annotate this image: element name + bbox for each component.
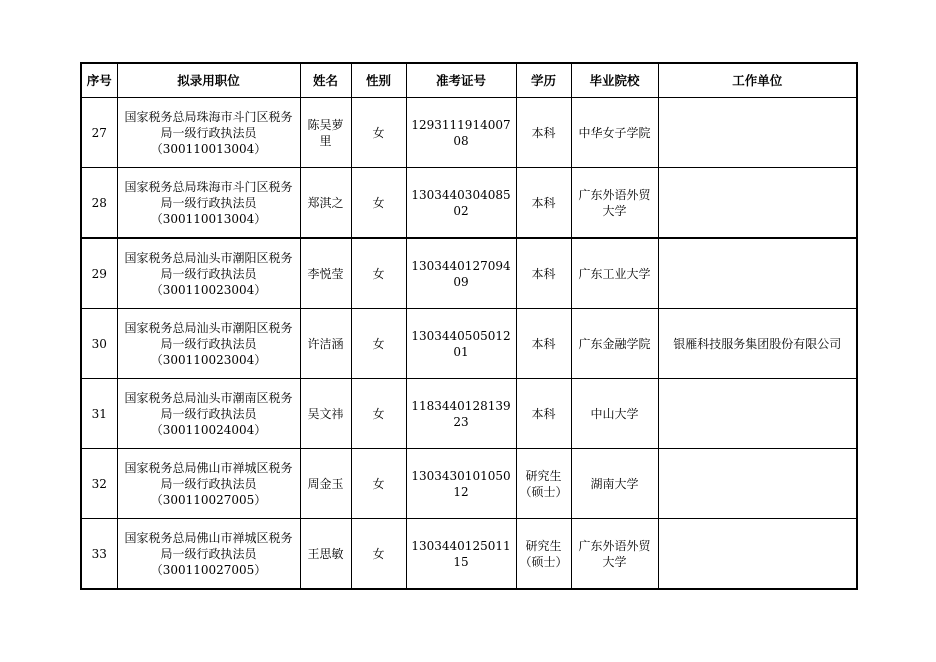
cell-seq: 28 bbox=[81, 168, 117, 239]
header-seq: 序号 bbox=[81, 63, 117, 98]
table-row bbox=[81, 98, 857, 168]
cell-education: 本科 bbox=[516, 98, 571, 168]
table-header-row bbox=[81, 63, 857, 98]
cell-position bbox=[117, 238, 300, 309]
cell-education: 本科 bbox=[516, 379, 571, 449]
table-row bbox=[81, 379, 857, 449]
cell-work-unit: 银雁科技服务集团股份有限公司 bbox=[658, 309, 857, 379]
cell-exam-id: 130344012709409 bbox=[406, 238, 516, 309]
cell-school: 广东外语外贸大学 bbox=[571, 168, 658, 239]
position-code: （300110013004） bbox=[150, 141, 267, 156]
position-line: 务局一级行政执法员 bbox=[160, 250, 293, 281]
table-row bbox=[81, 449, 857, 519]
position-line: 务局一级行政执法员 bbox=[160, 390, 293, 421]
cell-position bbox=[117, 449, 300, 519]
cell-name: 吴文祎 bbox=[300, 379, 351, 449]
cell-name: 郑淇之 bbox=[300, 168, 351, 239]
cell-gender: 女 bbox=[351, 168, 406, 239]
cell-work-unit bbox=[658, 519, 857, 590]
header-work-unit: 工作单位 bbox=[658, 63, 857, 98]
cell-school: 广东外语外贸大学 bbox=[571, 519, 658, 590]
table-row bbox=[81, 168, 857, 239]
cell-gender: 女 bbox=[351, 449, 406, 519]
cell-exam-id: 129311191400708 bbox=[406, 98, 516, 168]
cell-education: 本科 bbox=[516, 309, 571, 379]
cell-gender: 女 bbox=[351, 519, 406, 590]
header-school: 毕业院校 bbox=[571, 63, 658, 98]
cell-exam-id: 130344050501201 bbox=[406, 309, 516, 379]
cell-exam-id: 118344012813923 bbox=[406, 379, 516, 449]
cell-position bbox=[117, 379, 300, 449]
cell-gender: 女 bbox=[351, 238, 406, 309]
cell-position bbox=[117, 98, 300, 168]
position-line: 国家税务总局汕头市潮阳区税 bbox=[124, 320, 281, 335]
recruitment-table bbox=[80, 62, 858, 590]
position-line: 国家税务总局佛山市禅城区税 bbox=[124, 460, 281, 475]
cell-work-unit bbox=[658, 379, 857, 449]
cell-work-unit bbox=[658, 238, 857, 309]
position-line: 国家税务总局珠海市斗门区税 bbox=[124, 179, 281, 194]
cell-exam-id: 130343010105012 bbox=[406, 449, 516, 519]
table-row bbox=[81, 238, 857, 309]
cell-name: 李悦莹 bbox=[300, 238, 351, 309]
cell-work-unit bbox=[658, 168, 857, 239]
position-code: （300110027005） bbox=[150, 492, 267, 507]
cell-seq: 27 bbox=[81, 98, 117, 168]
cell-name: 陈吴萝里 bbox=[300, 98, 351, 168]
cell-education: 研究生（硕士） bbox=[516, 449, 571, 519]
cell-exam-id: 130344012501115 bbox=[406, 519, 516, 590]
position-line: 务局一级行政执法员 bbox=[160, 460, 293, 491]
position-line: 国家税务总局汕头市潮阳区税 bbox=[124, 250, 281, 265]
position-line: 务局一级行政执法员 bbox=[160, 109, 293, 140]
cell-school: 广东工业大学 bbox=[571, 238, 658, 309]
cell-school: 中华女子学院 bbox=[571, 98, 658, 168]
position-line: 国家税务总局汕头市潮南区税 bbox=[124, 390, 281, 405]
header-exam-id: 准考证号 bbox=[406, 63, 516, 98]
cell-position bbox=[117, 519, 300, 590]
cell-education: 本科 bbox=[516, 168, 571, 239]
cell-seq: 32 bbox=[81, 449, 117, 519]
position-line: 务局一级行政执法员 bbox=[160, 179, 293, 210]
cell-work-unit bbox=[658, 449, 857, 519]
header-name: 姓名 bbox=[300, 63, 351, 98]
header-education: 学历 bbox=[516, 63, 571, 98]
header-position: 拟录用职位 bbox=[117, 63, 300, 98]
cell-seq: 33 bbox=[81, 519, 117, 590]
cell-name: 许洁涵 bbox=[300, 309, 351, 379]
position-code: （300110023004） bbox=[150, 352, 267, 367]
cell-gender: 女 bbox=[351, 98, 406, 168]
cell-school: 中山大学 bbox=[571, 379, 658, 449]
cell-education: 本科 bbox=[516, 238, 571, 309]
position-line: 务局一级行政执法员 bbox=[160, 530, 293, 561]
cell-education: 研究生（硕士） bbox=[516, 519, 571, 590]
position-line: 务局一级行政执法员 bbox=[160, 320, 293, 351]
cell-position bbox=[117, 309, 300, 379]
cell-gender: 女 bbox=[351, 379, 406, 449]
table-row bbox=[81, 309, 857, 379]
cell-gender: 女 bbox=[351, 309, 406, 379]
cell-seq: 30 bbox=[81, 309, 117, 379]
position-code: （300110024004） bbox=[150, 422, 267, 437]
table-row bbox=[81, 519, 857, 590]
cell-school: 湖南大学 bbox=[571, 449, 658, 519]
position-code: （300110027005） bbox=[150, 562, 267, 577]
header-gender: 性别 bbox=[351, 63, 406, 98]
cell-name: 王思敏 bbox=[300, 519, 351, 590]
position-line: 国家税务总局珠海市斗门区税 bbox=[124, 109, 281, 124]
position-line: 国家税务总局佛山市禅城区税 bbox=[124, 530, 281, 545]
cell-seq: 29 bbox=[81, 238, 117, 309]
cell-work-unit bbox=[658, 98, 857, 168]
cell-name: 周金玉 bbox=[300, 449, 351, 519]
position-code: （300110023004） bbox=[150, 282, 267, 297]
position-code: （300110013004） bbox=[150, 211, 267, 226]
cell-school: 广东金融学院 bbox=[571, 309, 658, 379]
cell-position bbox=[117, 168, 300, 239]
cell-exam-id: 130344030408502 bbox=[406, 168, 516, 239]
cell-seq: 31 bbox=[81, 379, 117, 449]
